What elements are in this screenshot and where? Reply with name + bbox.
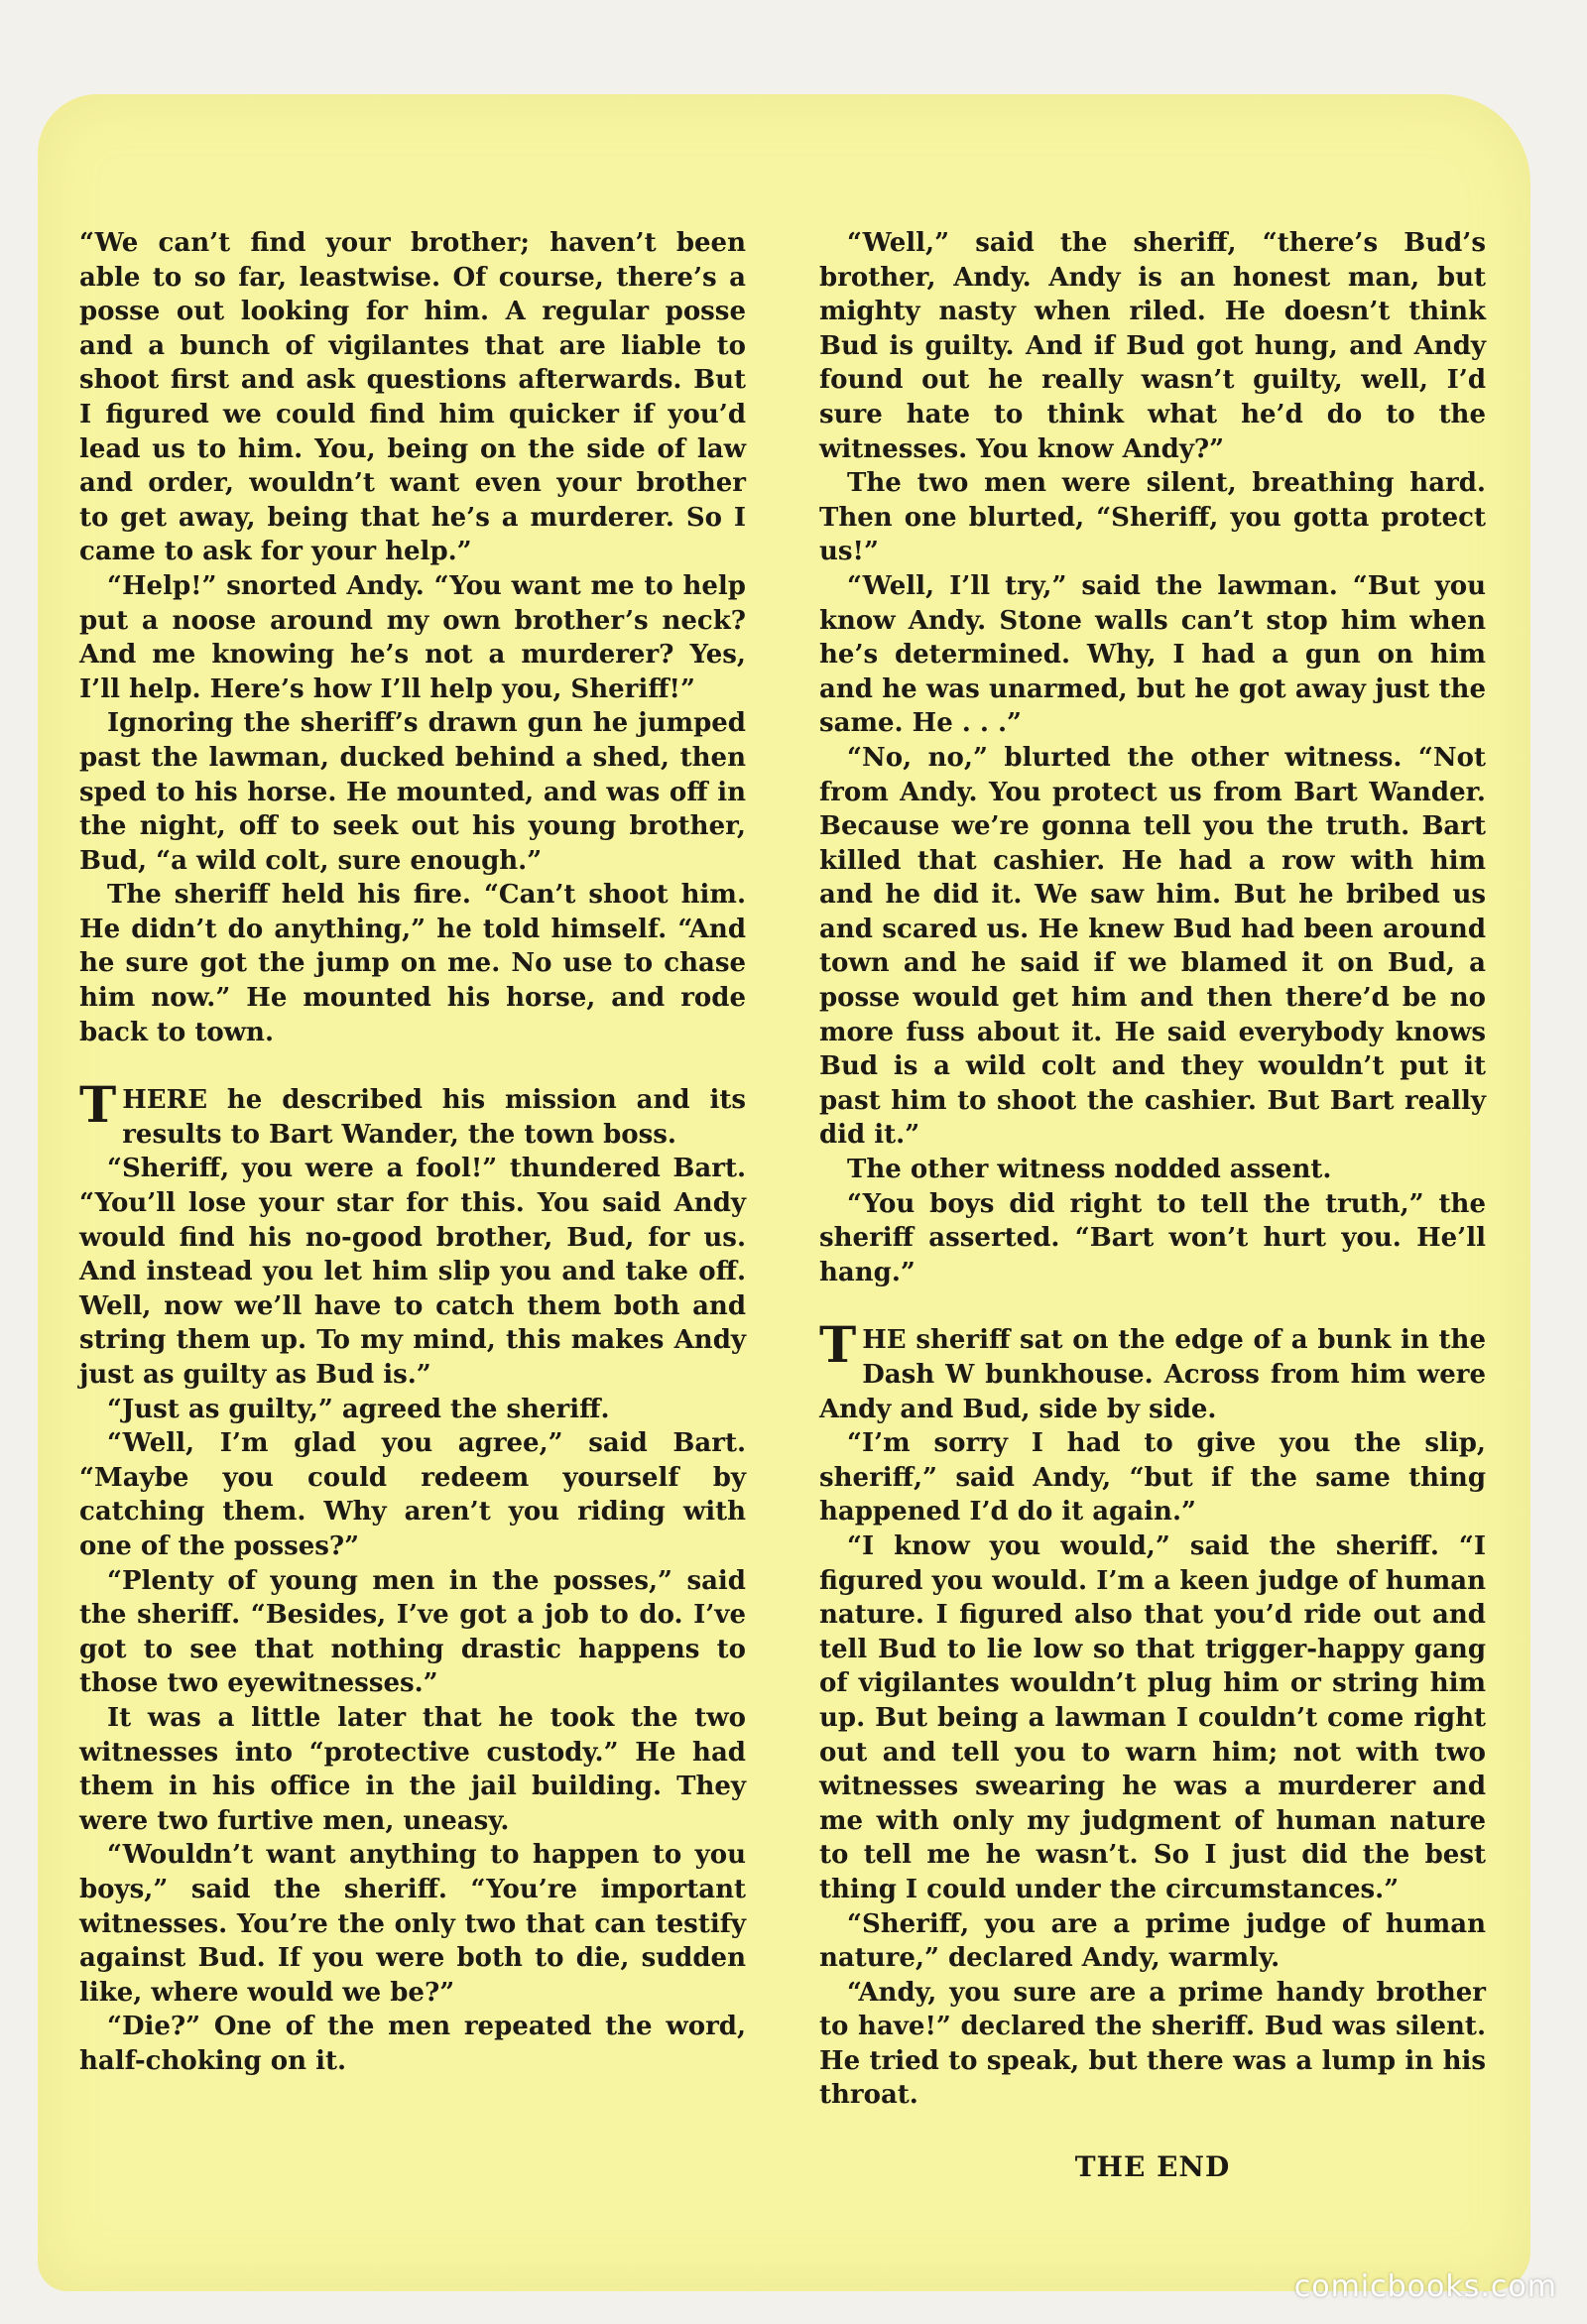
paragraph: “Die?” One of the men repeated the word, half-choking on it. [79,2012,746,2076]
paragraph: The other witness nodded assent. [847,1155,1332,1185]
paragraph: “Sheriff, you are a prime judge of human nature,” declared Andy, warmly. [819,1908,1486,1974]
left-column [79,226,746,2078]
drop-cap: T [819,1315,857,1375]
paragraph: “Just as guilty,” agreed the sheriff. [107,1394,610,1424]
paragraph-text: HERE he described his mission and its results to Bart Wander, the town boss. [122,1085,746,1150]
paragraph: “Wouldn’t want anything to happen to you boys,” said the sheriff. “You’re important witnesses. You’re the only two that can testify against Bud. If you were both to die, sudden like, where would we be?” [79,1840,746,2008]
paragraph-text: HE sheriff sat on the edge of a bunk in the Dash W bunkhouse. Across from him were Andy and Bud, side by side. [819,1325,1486,1424]
drop-cap: T [79,1075,117,1135]
section-paragraph [79,1075,746,1152]
paragraph: “No, no,” blurted the other witness. “Not from Andy. You protect us from Bart Wander. Because we’re gonna tell you the truth. Bart killed that cashier. He had a row with him and he did it. We saw him. But he bribed us and scared us. He knew Bud had been around town and he said if we blamed it on Bud, a posse would get him and then there’d be no more fuss about it. He said everybody knows Bud is a wild colt and they wouldn’t put it past him to shoot the cashier. But Bart really did it.” [819,742,1486,1151]
paragraph: The two men were silent, breathing hard. Then one blurted, “Sheriff, you gotta protect us!” [819,468,1486,567]
paragraph: “Well, I’m glad you agree,” said Bart. “Maybe you could redeem yourself by catching them. Why aren’t you riding with one of the posses?” [79,1428,746,1561]
paragraph: “We can’t find your brother; haven’t been able to so far, leastwise. Of course, there’s a posse out looking for him. A regular posse and a bunch of vigilantes that are liable to shoot first and ask questions afterwards. But I figured we could find him quicker if you’d lead us to him. You, being on the side of law and order, wouldn’t want even your brother to get away, being that he’s a murderer. So I came to ask for your help.” [79,228,746,567]
the-end-label: THE END [1074,2150,1231,2183]
watermark: comicbooks.com [1293,2269,1557,2304]
paragraph: The sheriff held his fire. “Can’t shoot him. He didn’t do anything,” he told himself. “And he sure got the jump on me. No use to chase him now.” He mounted his horse, and rode back to town. [79,880,746,1047]
paragraph: “Andy, you sure are a prime handy brother to have!” declared the sheriff. Bud was silent. He tried to speak, but there was a lump in his throat. [819,1977,1486,2111]
paragraph: “Sheriff, you were a fool!” thundered Bart. “You’ll lose your star for this. You said Andy would find his no-good brother, Bud, for us. And instead you let him slip you and take off. Well, now we’ll have to catch them both and string them up. To my mind, this makes Andy just as guilty as Bud is.” [79,1154,746,1390]
section-paragraph [819,1315,1486,1426]
paragraph: Ignoring the sheriff’s drawn gun he jumped past the lawman, ducked behind a shed, then sped to his horse. He mounted, and was off in the night, off to seek out his young brother, Bud, “a wild colt, sure enough.” [79,708,746,876]
paragraph: “Well,” said the sheriff, “there’s Bud’s brother, Andy. Andy is an honest man, but mighty nasty when riled. He doesn’t think Bud is guilty. And if Bud got hung, and Andy found out he really wasn’t guilty, well, I’d sure hate to think what he’d do to the witnesses. You know Andy?” [819,228,1486,464]
right-column [819,226,1486,2113]
paragraph: “Well, I’ll try,” said the lawman. “But you know Andy. Stone walls can’t stop him when he’s determined. Why, I had a gun on him and he was unarmed, but he got away just the same. He . . .” [819,570,1486,739]
paragraph: “Help!” snorted Andy. “You want me to help put a noose around my own brother’s neck? And me knowing he’s not a murderer? Yes, I’ll help. Here’s how I’ll help you, Sheriff!” [79,570,746,704]
paragraph: “I’m sorry I had to give you the slip, sheriff,” said Andy, “but if the same thing happened I’d do it again.” [819,1428,1486,1528]
paragraph: “Plenty of young men in the posses,” said the sheriff. “Besides, I’ve got a job to do. I’ve got to see that nothing drastic happens to those two eyewitnesses.” [79,1565,746,1699]
paragraph: It was a little later that he took the two witnesses into “protective custody.” He had them in his office in the jail building. They were two furtive men, uneasy. [79,1702,746,1836]
paragraph: “You boys did right to tell the truth,” the sheriff asserted. “Bart won’t hurt you. He’ll hang.” [819,1188,1486,1287]
paragraph: “I know you would,” said the sheriff. “I figured you would. I’m a keen judge of human nature. I figured also that you’d ride out and tell Bud to lie low so that trigger-happy gang of vigilantes wouldn’t plug him or string him up. But being a lawman I couldn’t come right out and tell you to warn him; not with two witnesses swearing he was a murderer and me with only my judgment of human nature to tell me he wasn’t. So I just did the best thing I could under the circumstances.” [819,1530,1486,1904]
